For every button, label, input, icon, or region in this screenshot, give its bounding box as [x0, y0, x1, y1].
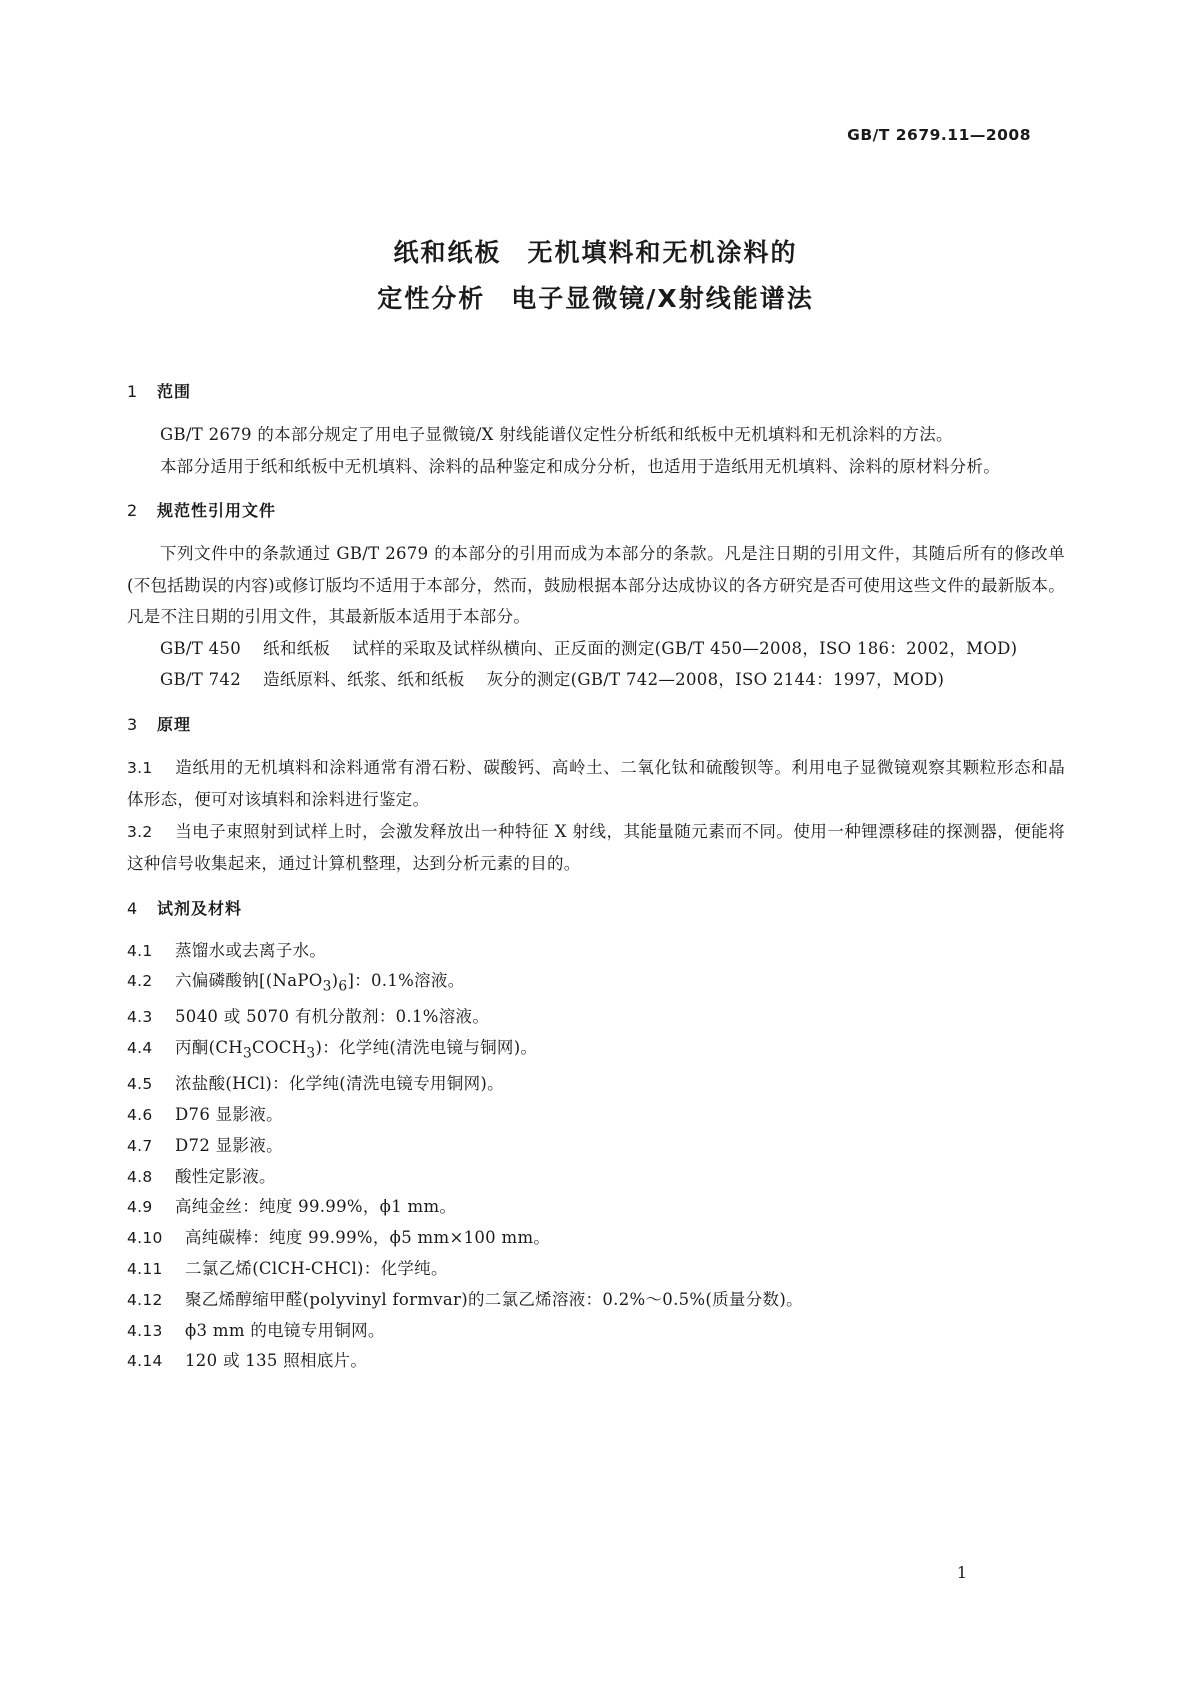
section-heading-reagents-materials — [127, 894, 1065, 924]
clause-number: 3.1 — [127, 758, 153, 777]
page-number: 1 — [956, 1563, 967, 1582]
item-number: 4.5 — [127, 1075, 153, 1094]
title-part: 纸和纸板 — [393, 238, 502, 267]
item-number: 4.10 — [127, 1229, 163, 1248]
item-text: 蒸馏水或去离子水。 — [175, 940, 327, 960]
reference-code: GB/T 450 — [160, 638, 242, 658]
reference-subtitle: 试样的采取及试样纵横向、正反面的测定(GB/T 450—2008，ISO 186：2002，MOD) — [352, 638, 1018, 658]
list-item — [127, 1285, 1065, 1316]
list-item — [127, 1192, 1065, 1223]
reference-subtitle: 灰分的测定(GB/T 742—2008，ISO 2144：1997，MOD) — [486, 670, 945, 689]
item-number: 4.6 — [127, 1106, 153, 1125]
paragraph: GB/T 2679 的本部分规定了用电子显微镜/X 射线能谱仪定性分析纸和纸板中无机填料和无机涂料的方法。 — [160, 425, 953, 444]
reference-title: 造纸原料、纸浆、纸和纸板 — [263, 670, 465, 689]
section-title: 范围 — [157, 382, 192, 401]
item-number: 4.1 — [127, 941, 153, 960]
list-item — [127, 1316, 1065, 1347]
item-number: 4.9 — [127, 1198, 153, 1217]
list-item — [127, 966, 1065, 1002]
item-number: 4.3 — [127, 1008, 153, 1027]
item-text: 聚乙烯醇缩甲醛(polyvinyl formvar)的二氯乙烯溶液：0.2%～0.5%(质量分数)。 — [185, 1289, 803, 1309]
section-number: 1 — [127, 382, 139, 401]
section-title: 试剂及材料 — [157, 898, 243, 918]
item-text: D72 显影液。 — [175, 1135, 283, 1155]
subscript: 6 — [338, 978, 348, 995]
section-number: 4 — [127, 898, 139, 918]
item-text: 浓盐酸(HCl)：化学纯(清洗电镜专用铜网)。 — [175, 1074, 504, 1094]
subscript: 3 — [242, 1045, 253, 1062]
title-part: 无机填料和无机涂料的 — [527, 238, 798, 267]
title-line-2 — [0, 276, 1191, 322]
item-text: ]：0.1%溶液。 — [347, 971, 465, 991]
subscript: 3 — [322, 978, 332, 995]
document-title — [0, 230, 1191, 322]
item-number: 4.14 — [127, 1352, 163, 1371]
list-item — [127, 1162, 1065, 1193]
subscript: 3 — [306, 1045, 316, 1062]
title-part: 电子显微镜/X射线能谱法 — [511, 284, 814, 313]
item-text: 二氯乙烯(ClCH-CHCl)：化学纯。 — [185, 1259, 448, 1279]
clause-text: 当电子束照射到试样上时，会激发释放出一种特征 X 射线，其能量随元素而不同。使用一种锂漂移硅的探测器，便能将这种信号收集起来，通过计算机整理，达到分析元素的目的。 — [127, 821, 1065, 873]
item-number: 4.11 — [127, 1260, 163, 1279]
list-item — [127, 936, 1065, 967]
list-item — [127, 1223, 1065, 1254]
title-line-1 — [0, 230, 1191, 276]
item-text: 酸性定影液。 — [175, 1166, 276, 1186]
item-text: 高纯金丝：纯度 99.99%，ϕ1 mm。 — [175, 1197, 457, 1217]
paragraph: 本部分适用于纸和纸板中无机填料、涂料的品种鉴定和成分分析，也适用于造纸用无机填料、涂料的原材料分析。 — [160, 456, 1000, 476]
item-number: 4.8 — [127, 1167, 153, 1186]
clause — [127, 816, 1065, 880]
list-item — [127, 1069, 1065, 1100]
item-text: ) — [331, 971, 339, 991]
clause — [127, 752, 1065, 816]
section-number: 2 — [127, 501, 139, 520]
item-text: 高纯碳棒：纯度 99.99%，ϕ5 mm×100 mm。 — [185, 1228, 551, 1248]
clause-text: 造纸用的无机填料和涂料通常有滑石粉、碳酸钙、高岭土、二氧化钛和硫酸钡等。利用电子显微镜观察其颗粒形态和晶体形态，便可对该填料和涂料进行鉴定。 — [127, 757, 1065, 809]
item-text: 120 或 135 照相底片。 — [185, 1351, 368, 1371]
list-item — [127, 1254, 1065, 1285]
list-item — [127, 1033, 1065, 1069]
document-body — [127, 377, 1065, 1377]
section-heading-normative-references — [127, 496, 1065, 526]
reference-code: GB/T 742 — [160, 670, 242, 689]
list-item — [127, 1100, 1065, 1131]
item-number: 4.2 — [127, 972, 153, 991]
item-text: 六偏磷酸钠[(NaPO — [175, 971, 323, 991]
item-number: 4.12 — [127, 1290, 163, 1309]
item-number: 4.7 — [127, 1136, 153, 1155]
reference-entry — [127, 633, 1065, 665]
title-part: 定性分析 — [377, 284, 486, 313]
reference-title: 纸和纸板 — [263, 638, 331, 658]
clause-number: 3.2 — [127, 822, 153, 841]
item-text: ϕ3 mm 的电镜专用铜网。 — [185, 1320, 385, 1340]
item-number: 4.4 — [127, 1039, 153, 1058]
list-item — [127, 1131, 1065, 1162]
item-text: COCH — [252, 1038, 307, 1058]
item-number: 4.13 — [127, 1321, 163, 1340]
item-text: 丙酮(CH — [175, 1038, 243, 1058]
reference-entry — [127, 664, 1065, 696]
item-text: )：化学纯(清洗电镜与铜网)。 — [315, 1038, 538, 1058]
section-number: 3 — [127, 714, 139, 734]
paragraph: 下列文件中的条款通过 GB/T 2679 的本部分的引用而成为本部分的条款。凡是注日期的引用文件，其随后所有的修改单(不包括勘误的内容)或修订版均不适用于本部分，然而，鼓励根据本部分达成协议的各方研究是否可使用这些文件的最新版本。凡是不注日期的引用文件，其最新版本适用于本部分。 — [127, 544, 1065, 626]
section-heading-scope — [127, 377, 1065, 407]
section-heading-principle — [127, 710, 1065, 740]
item-text: D76 显影液。 — [175, 1105, 283, 1125]
standard-code: GB/T 2679.11—2008 — [847, 126, 1031, 144]
item-text: 5040 或 5070 有机分散剂：0.1%溶液。 — [175, 1007, 490, 1027]
section-title: 规范性引用文件 — [157, 501, 277, 520]
list-item — [127, 1346, 1065, 1377]
section-title: 原理 — [157, 714, 192, 734]
list-item — [127, 1002, 1065, 1033]
